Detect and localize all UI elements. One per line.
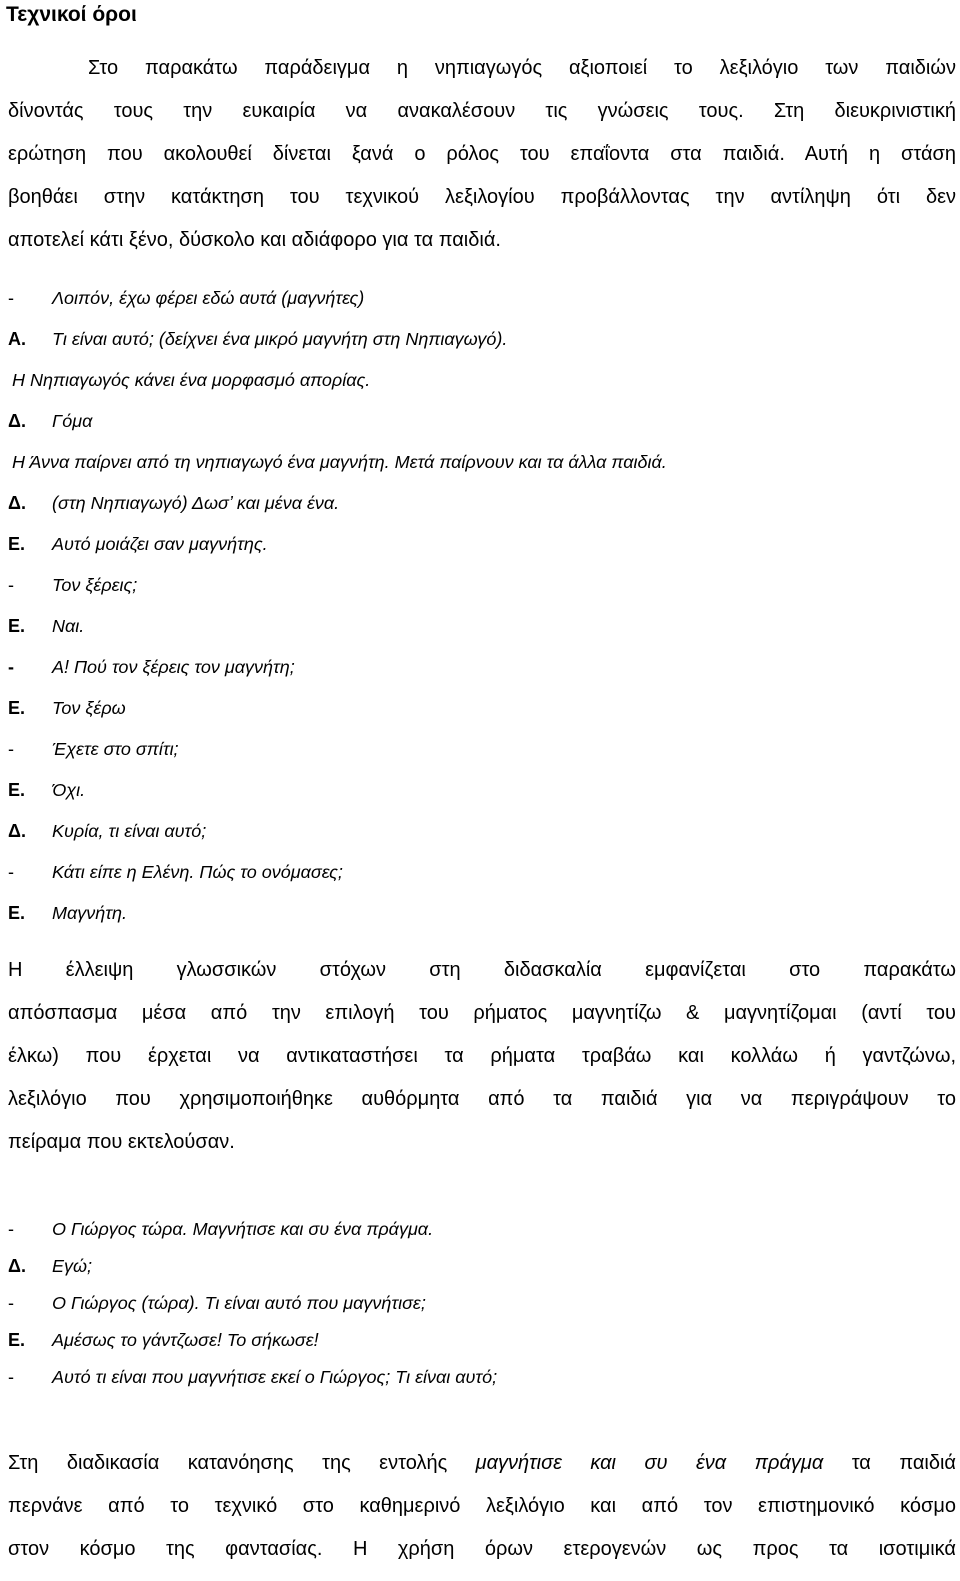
dialog-line: [8, 488, 339, 518]
dialog-line: [8, 1251, 92, 1281]
paragraph-line: λεξιλόγιο που χρησιμοποιήθηκε αυθόρμητα από τα παιδιά για να περιγράψουν το: [8, 1088, 956, 1110]
utterance: Τι είναι αυτό; (δείχνει ένα μικρό μαγνήτη στη Νηπιαγωγό).: [52, 329, 508, 349]
speaker-label: -: [8, 1367, 14, 1387]
intro-paragraph: [8, 54, 956, 255]
dialog-line: [8, 570, 137, 600]
speaker-label: -: [8, 862, 14, 882]
utterance: Κάτι είπε η Ελένη. Πώς το ονόμασες;: [52, 862, 343, 882]
utterance: Λοιπόν, έχω φέρει εδώ αυτά (μαγνήτες): [52, 288, 365, 308]
quoted-command: μαγνήτισε και συ ένα πράγμα: [475, 1452, 824, 1474]
paragraph-line: Η έλλειψη γλωσσικών στόχων στη διδασκαλία εμφανίζεται στο παρακάτω: [8, 959, 956, 981]
dialog-line: [8, 611, 84, 641]
speaker-label: Ε.: [8, 698, 26, 718]
dialog-line: [8, 529, 268, 559]
utterance: Αμέσως το γάντζωσε! Το σήκωσε!: [52, 1330, 319, 1350]
utterance: Αυτό τι είναι που μαγνήτισε εκεί ο Γιώργος; Τι είναι αυτό;: [52, 1367, 498, 1387]
utterance: Κυρία, τι είναι αυτό;: [52, 821, 207, 841]
paragraph-line: [8, 1449, 956, 1478]
utterance: (στη Νηπιαγωγό) Δωσ’ και μένα ένα.: [52, 493, 340, 513]
utterance: Όχι.: [52, 780, 86, 800]
stage-direction: [12, 365, 370, 395]
paragraph-line: στον κόσμο της φαντασίας. Η χρήση όρων ετερογενών ως προς τα ισοτιμικά: [8, 1538, 956, 1560]
speaker-label: Δ.: [8, 411, 26, 431]
dialog-line: [8, 693, 126, 723]
speaker-label: Δ.: [8, 1256, 26, 1276]
utterance: Ο Γιώργος τώρα. Μαγνήτισε και συ ένα πράγμα.: [52, 1219, 434, 1239]
utterance: Ο Γιώργος (τώρα). Τι είναι αυτό που μαγνήτισε;: [52, 1293, 426, 1313]
section-title: Τεχνικοί όροι: [6, 3, 137, 26]
speaker-label: Ε.: [8, 903, 26, 923]
speaker-label: Δ.: [8, 493, 26, 513]
paragraph-line: Στο παρακάτω παράδειγμα η νηπιαγωγός αξιοποιεί το λεξιλόγιο των παιδιών: [88, 57, 956, 79]
utterance: Γόμα: [52, 411, 93, 431]
speaker-label: Δ.: [8, 821, 26, 841]
dialog-line: [8, 1325, 319, 1355]
dialog-line: [8, 324, 507, 354]
dialog-line: [8, 1288, 426, 1318]
paragraph-line: απόσπασμα μέσα από την επιλογή του ρήματος μαγνητίζω & μαγνητίζομαι (αντί του: [8, 1002, 956, 1024]
speaker-label: Ε.: [8, 616, 26, 636]
dialog-line: [8, 857, 343, 887]
dialog-line: [8, 734, 179, 764]
dialog-line: [8, 898, 127, 928]
utterance: Έχετε στο σπίτι;: [52, 739, 179, 759]
dialog-line: [8, 816, 206, 846]
speaker-label: -: [8, 288, 14, 308]
dialog-line: [8, 775, 85, 805]
speaker-label: -: [8, 1293, 14, 1313]
paragraph-line: περνάνε από το τεχνικό στο καθημερινό λεξιλόγιο και από τον επιστημονικό κόσμο: [8, 1495, 956, 1517]
utterance: Αυτό μοιάζει σαν μαγνήτης.: [52, 534, 268, 554]
dialog-line: [8, 283, 364, 313]
paragraph-line: ερώτηση που ακολουθεί δίνεται ξανά ο ρόλος του επαΐοντα στα παιδιά. Αυτή η στάση: [8, 143, 956, 165]
closing-paragraph: [8, 1449, 956, 1564]
paragraph-line: αποτελεί κάτι ξένο, δύσκολο και αδιάφορο για τα παιδιά.: [8, 229, 501, 251]
speaker-label: -: [8, 1219, 14, 1239]
utterance: Τον ξέρω: [52, 698, 126, 718]
utterance: Α! Πού τον ξέρεις τον μαγνήτη;: [52, 657, 295, 677]
speaker-label: -: [8, 657, 14, 677]
dialog-line: [8, 406, 92, 436]
paragraph-line: πείραμα που εκτελούσαν.: [8, 1131, 235, 1153]
dialog-line: [8, 1214, 433, 1244]
dialog-line: [8, 652, 295, 682]
text-run: Στη διαδικασία κατανόησης της εντολής: [8, 1452, 476, 1474]
utterance: Η Άννα παίρνει από τη νηπιαγωγό ένα μαγνήτη. Μετά παίρνουν και τα άλλα παιδιά.: [12, 452, 667, 472]
utterance: Μαγνήτη.: [52, 903, 127, 923]
dialog-line: [8, 1362, 497, 1392]
text-run: τα παιδιά: [823, 1452, 956, 1474]
paragraph-line: δίνοντάς τους την ευκαιρία να ανακαλέσουν τις γνώσεις τους. Στη διευκρινιστική: [8, 100, 956, 122]
paragraph-line: έλκω) που έρχεται να αντικαταστήσει τα ρήματα τραβάω και κολλάω ή γαντζώνω,: [8, 1045, 956, 1067]
stage-direction: [12, 447, 667, 477]
speaker-label: Ε.: [8, 1330, 26, 1350]
paragraph-line: βοηθάει στην κατάκτηση του τεχνικού λεξιλογίου προβάλλοντας την αντίληψη ότι δεν: [8, 186, 956, 208]
utterance: Η Νηπιαγωγός κάνει ένα μορφασμό απορίας.: [12, 370, 371, 390]
utterance: Εγώ;: [52, 1256, 93, 1276]
speaker-label: -: [8, 739, 14, 759]
speaker-label: Α.: [8, 329, 26, 349]
speaker-label: Ε.: [8, 534, 26, 554]
utterance: Τον ξέρεις;: [52, 575, 138, 595]
speaker-label: Ε.: [8, 780, 26, 800]
utterance: Ναι.: [52, 616, 85, 636]
analysis-paragraph: [8, 956, 956, 1157]
speaker-label: -: [8, 575, 14, 595]
